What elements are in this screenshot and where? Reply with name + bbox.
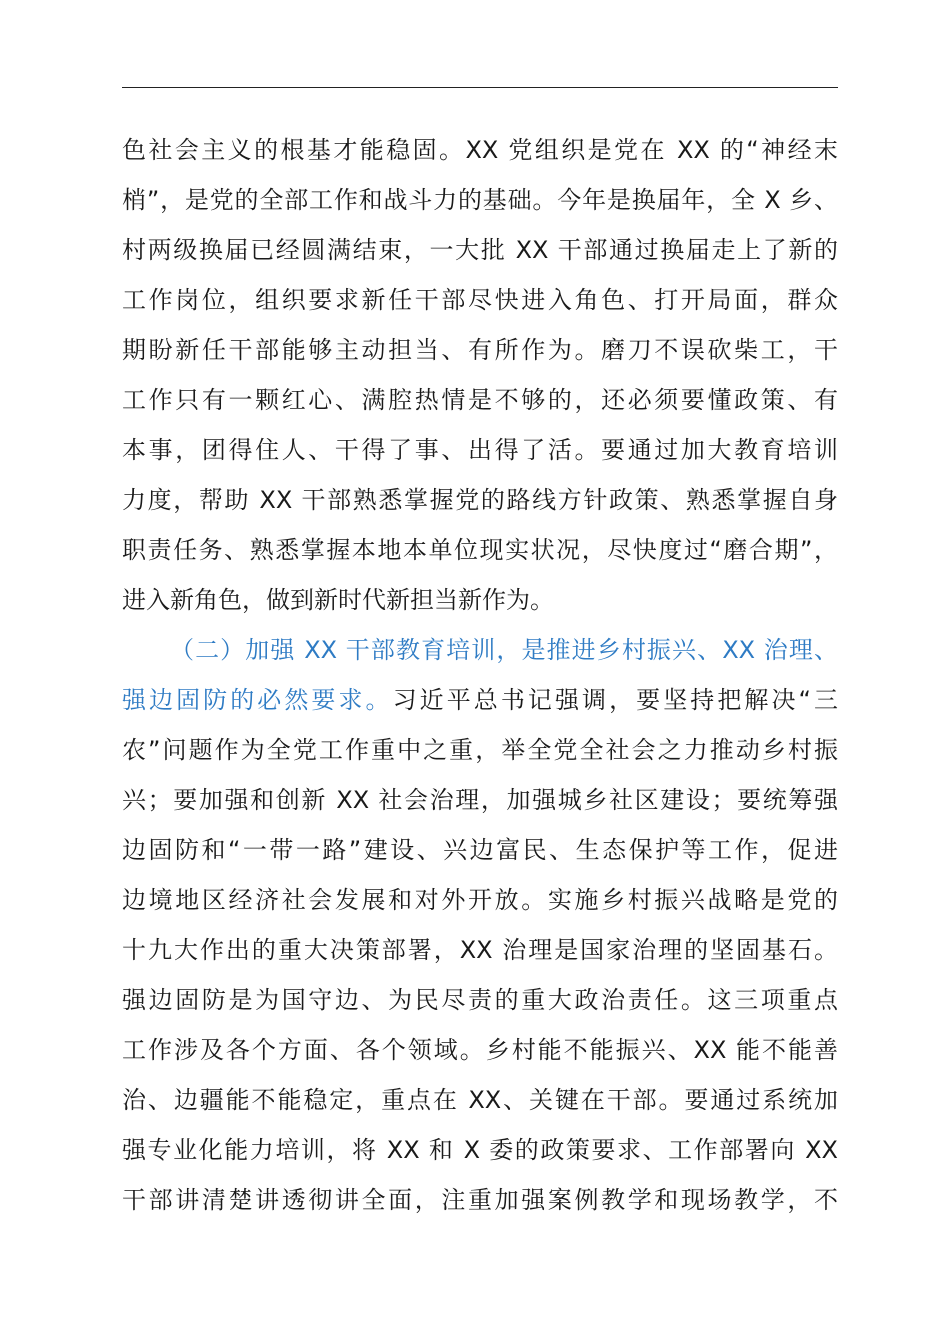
text-line: 强专业化能力培训，将 XX 和 X 委的政策要求、工作部署向 XX <box>122 1136 838 1164</box>
text-line: 农”问题作为全党工作重中之重，举全党全社会之力推动乡村振 <box>122 736 838 764</box>
paragraph-2 <box>122 625 838 1225</box>
section-heading: （二）加强 XX 干部教育培训，是推进乡村振兴、XX 治理、 <box>170 636 838 664</box>
text-line: 职责任务、熟悉掌握本地本单位现实状况，尽快度过“磨合期”， <box>122 536 838 564</box>
text-line: 边境地区经济社会发展和对外开放。实施乡村振兴战略是党的 <box>122 886 838 914</box>
header-rule <box>122 87 838 88</box>
text-line: 工作涉及各个方面、各个领域。乡村能不能振兴、XX 能不能善 <box>122 1036 838 1064</box>
text-line: 期盼新任干部能够主动担当、有所作为。磨刀不误砍柴工，干 <box>122 336 838 364</box>
text-line-rest: 习近平总书记强调，要坚持把解决“三 <box>392 686 839 714</box>
text-line: 边固防和“一带一路”建设、兴边富民、生态保护等工作，促进 <box>122 836 838 864</box>
text-line: 工作只有一颗红心、满腔热情是不够的，还必须要懂政策、有 <box>122 386 838 414</box>
text-line: 干部讲清楚讲透彻讲全面，注重加强案例教学和现场教学，不 <box>122 1186 838 1214</box>
text-line: 兴；要加强和创新 XX 社会治理，加强城乡社区建设；要统筹强 <box>122 786 838 814</box>
text-line <box>122 675 838 725</box>
text-line: 梢”，是党的全部工作和战斗力的基础。今年是换届年，全 X 乡、 <box>122 186 838 214</box>
text-line: 强边固防是为国守边、为民尽责的重大政治责任。这三项重点 <box>122 986 838 1014</box>
text-line: 力度，帮助 XX 干部熟悉掌握党的路线方针政策、熟悉掌握自身 <box>122 486 838 514</box>
paragraph-1 <box>122 125 838 625</box>
text-line: 十九大作出的重大决策部署，XX 治理是国家治理的坚固基石。 <box>122 936 838 964</box>
text-line: 工作岗位，组织要求新任干部尽快进入角色、打开局面，群众 <box>122 286 838 314</box>
page-body <box>122 125 838 1225</box>
text-line: 色社会主义的根基才能稳固。XX 党组织是党在 XX 的“神经末 <box>122 136 838 164</box>
section-heading-end: 强边固防的必然要求。 <box>122 686 393 714</box>
text-line: 进入新角色，做到新时代新担当新作为。 <box>122 586 554 614</box>
text-line: 本事，团得住人、干得了事、出得了活。要通过加大教育培训 <box>122 436 838 464</box>
text-line: 治、边疆能不能稳定，重点在 XX、关键在干部。要通过系统加 <box>122 1086 838 1114</box>
text-line: 村两级换届已经圆满结束，一大批 XX 干部通过换届走上了新的 <box>122 236 838 264</box>
